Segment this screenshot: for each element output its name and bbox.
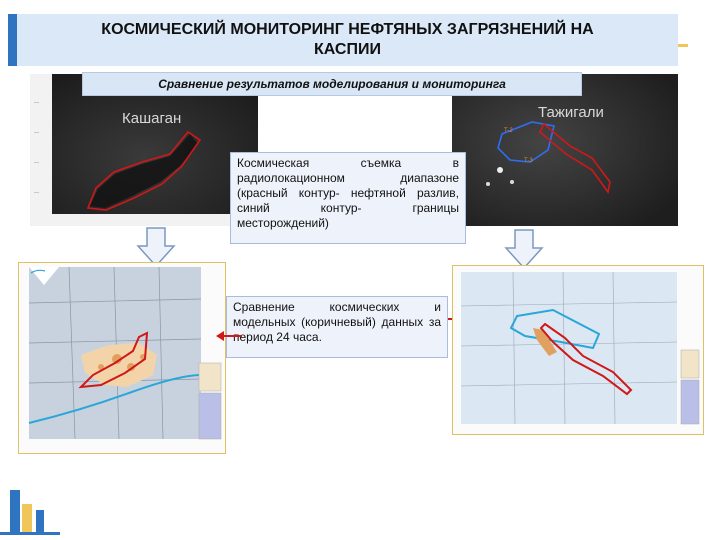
svg-text:—: — (34, 100, 39, 106)
radar-image-left (30, 74, 258, 226)
page-title: КОСМИЧЕСКИЙ МОНИТОРИНГ НЕФТЯНЫХ ЗАГРЯЗНЕНИЙ НА КАСПИИ (101, 21, 594, 58)
model-map-right (452, 265, 704, 435)
model-comparison-note: Сравнение космических и модельных (коричневый) данных за период 24 часа. (226, 296, 448, 358)
svg-text:T-2: T-2 (504, 128, 513, 134)
svg-text:—: — (34, 130, 39, 136)
svg-text:T-3: T-3 (524, 158, 533, 164)
place-label-right: Тажигали (538, 104, 604, 121)
title-bar (12, 14, 678, 66)
place-label-left: Кашаган (122, 110, 182, 127)
decor-bottom-left-blocks (0, 490, 60, 540)
down-arrow-right (504, 228, 544, 270)
svg-text:—: — (34, 160, 39, 166)
model-map-left (18, 262, 226, 454)
radar-image-right (452, 74, 678, 226)
radar-survey-note: Космическая съемка в радиолокационном диапазоне (красный контур- нефтяной разлив, синий контур- границы месторождений) (230, 152, 466, 244)
comparison-subtitle: Сравнение результатов моделирования и мониторинга (82, 72, 582, 96)
left-arrow (214, 330, 244, 342)
svg-text:—: — (34, 190, 39, 196)
